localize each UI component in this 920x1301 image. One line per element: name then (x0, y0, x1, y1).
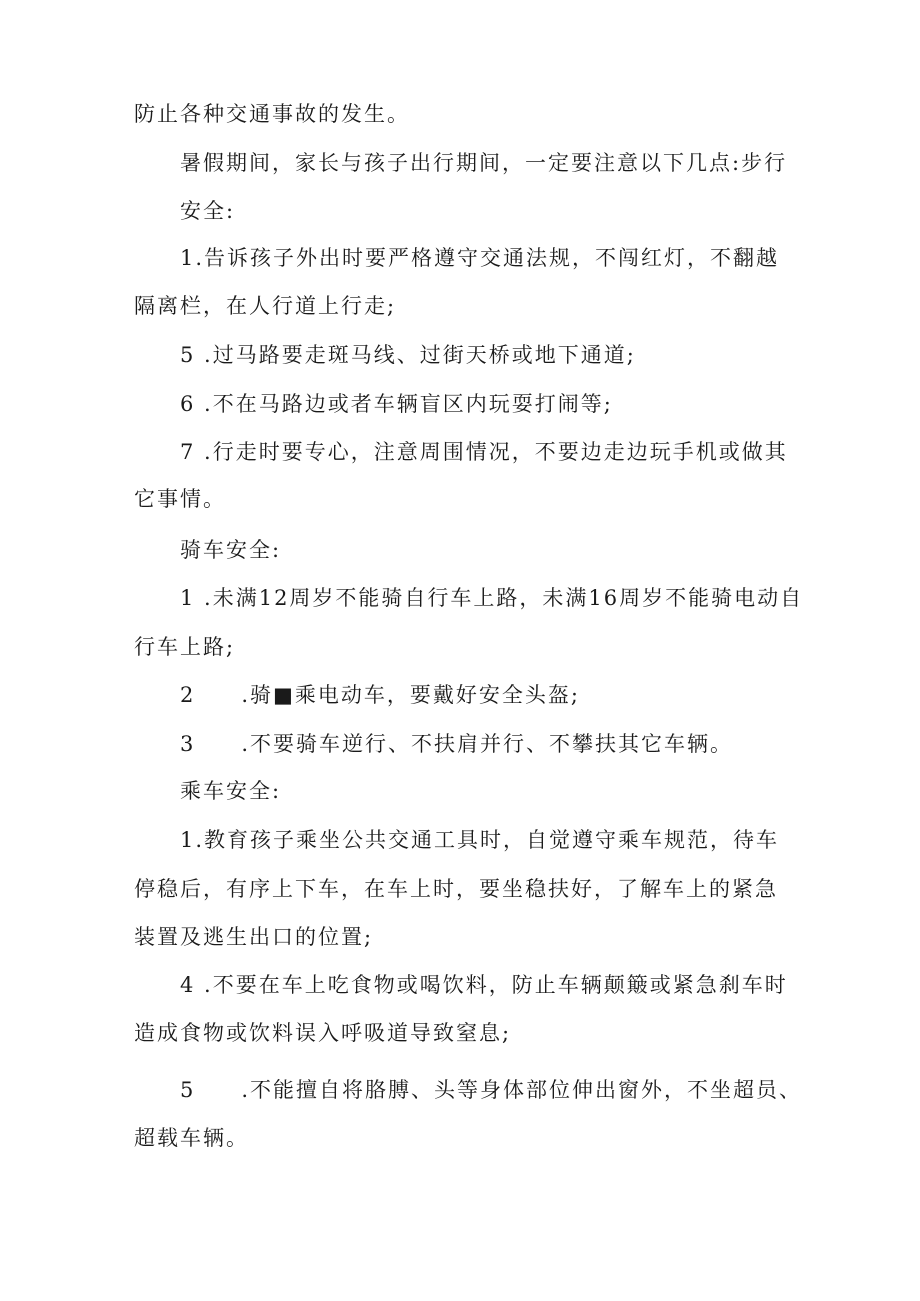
text-line: 4 .不要在车上吃食物或喝饮料，防止车辆颠簸或紧急刹车时 (180, 973, 788, 997)
text-line: 造成食物或饮料误入呼吸道导致窒息; (134, 1021, 512, 1045)
text-line: 2 .骑■乘电动车，要戴好安全头盔; (180, 683, 580, 707)
text-line: 隔离栏，在人行道上行走; (134, 294, 397, 318)
text-line: 1 .未满12周岁不能骑自行车上路，未满16周岁不能骑电动自 (180, 586, 804, 610)
text-line: 行车上路; (134, 635, 236, 659)
text-line: 停稳后，有序上下车，在车上时，要坐稳扶好，了解车上的紧急 (134, 877, 778, 901)
section-heading: 安全: (180, 199, 236, 223)
text-line: 1.告诉孩子外出时要严格遵守交通法规，不闯红灯，不翻越 (180, 246, 780, 270)
text-line: 1.教育孩子乘坐公共交通工具时，自觉遵守乘车规范，待车 (180, 828, 780, 852)
section-heading: 乘车安全: (180, 779, 282, 803)
text-line: 暑假期间，家长与孩子出行期间，一定要注意以下几点:步行 (180, 151, 788, 175)
text-line: 5 .不能擅自将胳膊、头等身体部位伸出窗外，不坐超员、 (180, 1078, 803, 1102)
section-heading: 骑车安全: (180, 538, 282, 562)
text-line: 防止各种交通事故的发生。 (134, 102, 410, 126)
text-line: 超载车辆。 (134, 1126, 249, 1150)
text-line: 它事情。 (134, 487, 226, 511)
text-line: 6 .不在马路边或者车辆盲区内玩耍打闹等; (180, 392, 613, 416)
text-line: 装置及逃生出口的位置; (134, 925, 374, 949)
text-line: 5 .过马路要走斑马线、过街天桥或地下通道; (180, 343, 636, 367)
text-line: 7 .行走时要专心，注意周围情况，不要边走边玩手机或做其 (180, 440, 788, 464)
text-line: 3 .不要骑车逆行、不扶肩并行、不攀扶其它车辆。 (180, 732, 734, 756)
